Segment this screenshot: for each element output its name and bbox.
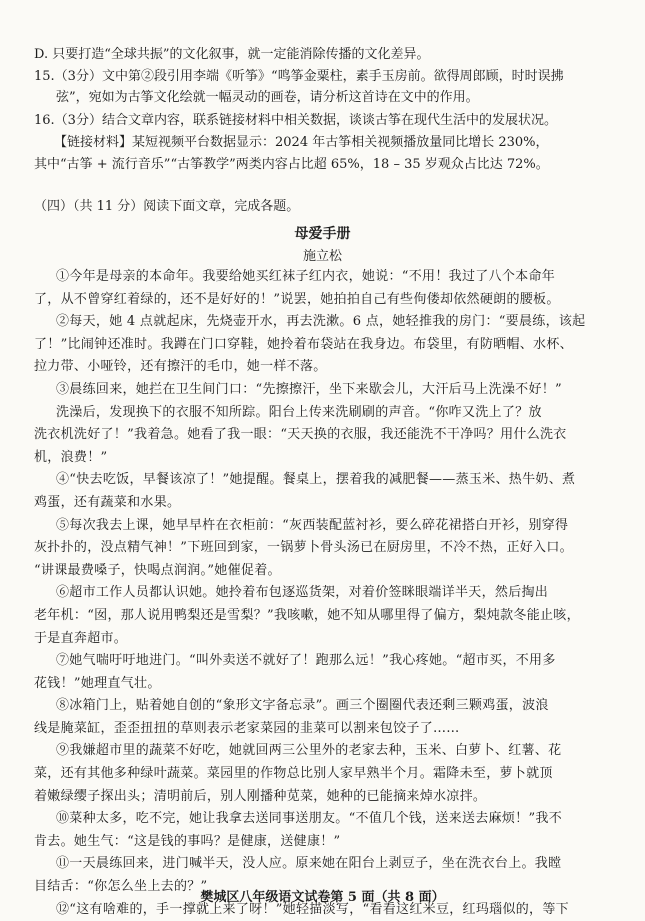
article-line: ④“快去吃饭，早餐该凉了！”她提醒。餐桌上，摆着我的减肥餐——蒸玉米、热牛奶、煮 bbox=[56, 472, 576, 488]
question-line: D. 只要打造“全球共振”的文化叙事，就一定能消除传播的文化差异。 bbox=[34, 47, 430, 62]
article-line: ⑤每次我去上课，她早早杵在衣柜前：“灰西装配蓝衬衫，要么碎花裙搭白开衫，别穿得 bbox=[56, 517, 569, 533]
article-line: 拉力带、小哑铃，还有擦汗的毛巾，她一样不落。 bbox=[34, 359, 327, 375]
article-line: 了！”比闹钟还准时。我蹲在门口穿鞋，她拎着布袋站在我身边。布袋里，有防晒帽、水杯、 bbox=[34, 336, 573, 352]
article-line: ⑫“这有啥难的，手一撑就上来了呀！”她轻描淡写，“看看这红米豆，红玛瑙似的，等下 bbox=[56, 901, 569, 917]
article-line: 于是直奔超市。 bbox=[34, 630, 128, 646]
article-line: 灰扑扑的，没点精气神！”下班回到家，一锅萝卜骨头汤已在厨房里，不冷不热，正好入口。 bbox=[34, 540, 573, 556]
question-line: 15.（3分）文中第②段引用李端《听筝》“鸣筝金粟柱，素手玉房前。欲得周郎顾，时时误拂 bbox=[34, 69, 564, 84]
article-line: 洗衣机洗好了！”我着急。她看了我一眼：“天天换的衣服，我还能洗不干净吗？用什么洗衣 bbox=[34, 427, 567, 443]
question-15 bbox=[34, 66, 616, 108]
article-line: 着嫩绿缨子探出头；清明前后，别人刚播种苋菜，她种的已能摘来焯水凉拌。 bbox=[34, 788, 487, 804]
article-line: ⑪一天晨练回来，进门喊半天，没人应。原来她在阳台上剥豆子，坐在洗衣台上。我瞠 bbox=[56, 856, 562, 872]
article-line: 老年机：“囡，那人说用鸭梨还是雪梨？”我咳嗽，她不知从哪里得了偏方，梨炖款冬能止咳， bbox=[34, 607, 580, 623]
article-author: 施立松 bbox=[302, 249, 342, 264]
material-line: 【链接材料】某短视频平台数据显示：2024 年古筝相关视频播放量同比增长 230%， bbox=[54, 135, 549, 150]
article-line: 线是腌菜缸，歪歪扭扭的草则表示老家菜园的韭菜可以割来包饺子了…… bbox=[34, 720, 460, 736]
article-line: 洗澡后，发现换下的衣服不知所踪。阳台上传来洗刷刷的声音。“你咋又洗上了？放 bbox=[56, 404, 542, 420]
article-body bbox=[34, 266, 616, 921]
article-line: ⑥超市工作人员都认识她。她拎着布包逐巡货架，对着价签眯眼端详半天，然后掏出 bbox=[56, 585, 549, 601]
article-line: ⑩菜种太多，吃不完，她让我拿去送同事送朋友。“不值几个钱，送来送去麻烦！”我不 bbox=[56, 811, 562, 827]
section-header: （四）（共 11 分）阅读下面文章，完成各题。 bbox=[34, 199, 300, 214]
question-16 bbox=[34, 110, 616, 131]
page-footer: 樊城区八年级语文试卷第 5 面（共 8 面） bbox=[200, 890, 445, 905]
article-line: 菜，还有其他多种绿叶蔬菜。菜园里的作物总比别人家早熟半个月。霜降未至，萝卜就顶 bbox=[34, 766, 553, 782]
link-material bbox=[34, 132, 616, 176]
article-line: ①今年是母亲的本命年。我要给她买红袜子红内衣，她说：“不用！我过了八个本命年 bbox=[56, 269, 556, 284]
article-line: ⑧冰箱门上，贴着她自创的“象形文字备忘录”。画三个圈圈代表还剩三颗鸡蛋，波浪 bbox=[56, 698, 549, 714]
article-title: 母爱手册 bbox=[294, 226, 351, 242]
article-line: ②每天，她 4 点就起床，先烧壶开水，再去洗漱。6 点，她轻推我的房门：“要晨练，该起 bbox=[56, 314, 586, 330]
article-line: 鸡蛋，还有蔬菜和水果。 bbox=[34, 494, 181, 510]
article-line: 花钱！”她理直气壮。 bbox=[34, 675, 161, 691]
material-line: 其中“古筝 + 流行音乐”“古筝教学”两类内容占比超 65%，18 – 35 岁观众占比达 72%。 bbox=[34, 157, 549, 172]
article-line: 机，浪费！” bbox=[34, 449, 108, 465]
article-line: ③晨练回来，她拦在卫生间门口：“先擦擦汗，坐下来歇会儿，大汗后马上洗澡不好！” bbox=[56, 381, 562, 397]
question-line: 16.（3分）结合文章内容，联系链接材料中相关数据，谈谈古筝在现代生活中的发展状况。 bbox=[34, 113, 557, 128]
article-line: “讲课最费嗓子，快喝点润润。”她催促着。 bbox=[34, 562, 281, 578]
question-block bbox=[34, 44, 616, 65]
question-line: 弦”，宛如为古筝文化绘就一幅灵动的画卷，请分析这首诗在文中的作用。 bbox=[56, 90, 479, 105]
article-line: 目结舌：“你怎么坐上去的？” bbox=[34, 879, 208, 895]
article-line: ⑨我嫌超市里的蔬菜不好吃，她就回两三公里外的老家去种，玉米、白萝卜、红薯、花 bbox=[56, 743, 562, 759]
article-line: ⑦她气喘吁吁地进门。“叫外卖送不就好了！跑那么远！”我心疼她。“超市买，不用多 bbox=[56, 653, 556, 669]
article-line: 肯去。她生气：“这是钱的事吗？是健康，送健康！” bbox=[34, 833, 341, 849]
article-line: 了，从不曾穿红着绿的，还不是好好的！”说罢，她拍拍自己有些佝偻却依然硬朗的腰板。 bbox=[34, 291, 560, 307]
